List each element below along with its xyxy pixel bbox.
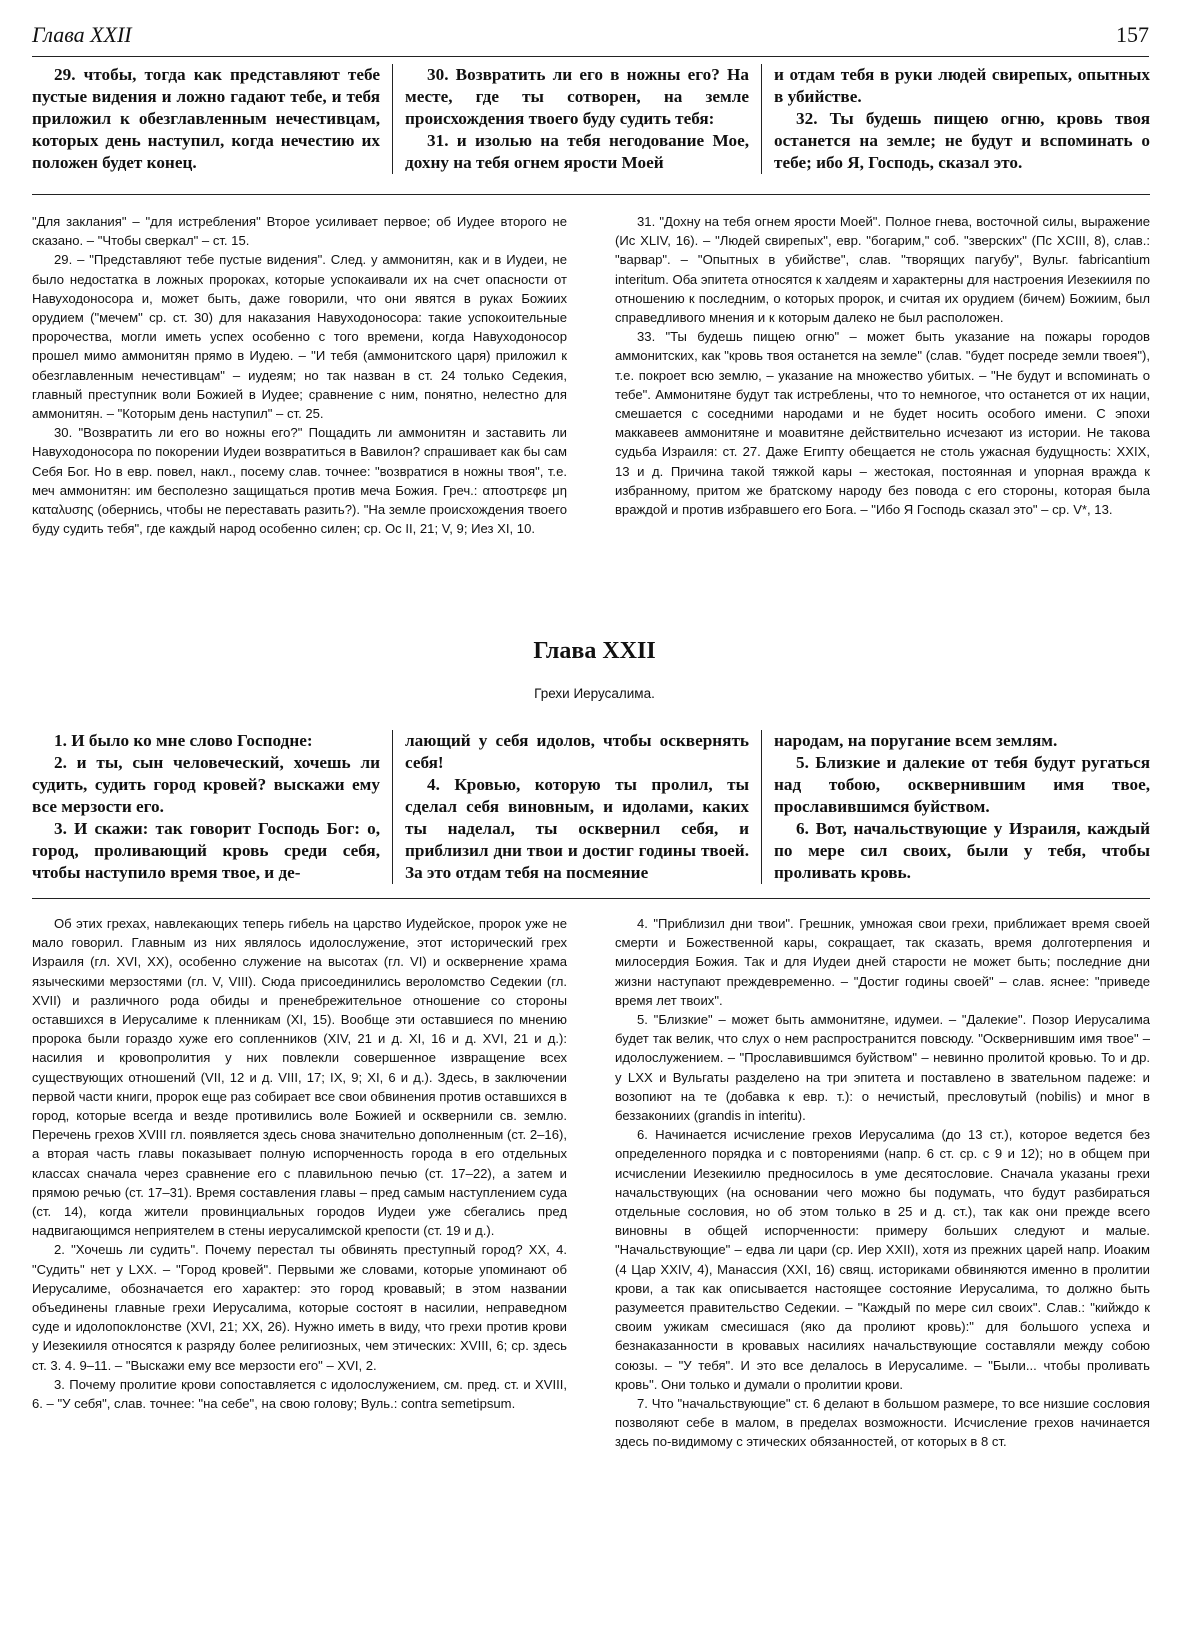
verse-column-2	[392, 64, 762, 174]
verse-31-continued: и отдам тебя в руки людей свирепых, опытных в убийстве.	[774, 65, 1150, 106]
page-number: 157	[1116, 22, 1149, 47]
verse-1: 1. И было ко мне слово Господне:	[54, 731, 313, 750]
verse-30: 30. Возвратить ли его в ножны его? На месте, где ты сотворен, на земле происхождения твоего буду судить тебя:	[405, 65, 749, 128]
running-chapter-label: Глава XXII	[32, 22, 132, 47]
verse-31: 31. и изолью на тебя негодование Мое, дохну на тебя огнем ярости Моей	[405, 131, 749, 172]
bottom-commentary	[32, 914, 1150, 1614]
verse-32: 32. Ты будешь пищею огню, кровь твоя останется на земле; не будут и вспоминать о тебе; ибо Я, Господь, сказал это.	[774, 109, 1150, 172]
verse-4-continued: народам, на поругание всем землям.	[774, 731, 1058, 750]
verse-5: 5. Близкие и далекие от тебя будут ругаться над тобою, осквернившим имя твое, прославившимся буйством.	[774, 753, 1150, 816]
commentary-column-left	[32, 212, 567, 622]
section-divider	[32, 194, 1150, 195]
commentary-paragraph: 6. Начинается исчисление грехов Иерусалима (до 13 ст.), которое ведется без определенного порядка и с повторениями (напр. 6 ст. ср. с 9 и 12); но в общем при исчислении Иезекиилю предносилось в уме десятословие. Сначала указаны грехи начальствующих (на основании чего можно бы подумать, что будут разбираться отдельные сословия, но об этом только в 25 и д. ст.), так как они прежде всего виновны в общей испорченности: примеру больших следуют и малые. "Начальствующие" – едва ли цари (ср. Иер XXII), хотя из прежних царей напр. Иоаким (4 Цар XXIV, 4), Манассия (XXI, 16) свящ. историками обвиняются именно в пролитии крови, а так как описывается настоящее состояние Иерусалима, то должно быть разумеется правительство Седекии. – "Каждый по мере сил своих". Слав.: "кийждо к своим ужикам смесишася (яко да пролиют кровь):" для большого успеха и безнаказанности в кровавых насилиях начальствующие составляли между собою союзы. – "У тебя". И это все делалось в Иерусалиме. – "Были... чтобы проливать кровь". Они только и думали о пролитии крови.	[615, 1127, 1150, 1392]
section-divider	[32, 898, 1150, 899]
verse-column-3	[762, 64, 1150, 174]
verse-3: 3. И скажи: так говорит Господь Бог: о, город, проливающий кровь среди себя, чтобы наступило время твое, и де-	[32, 819, 380, 882]
verse-column-1	[32, 730, 392, 884]
commentary-column-right	[615, 212, 1150, 622]
verse-6: 6. Вот, начальствующие у Израиля, каждый по мере сил своих, были у тебя, чтобы проливать кровь.	[774, 819, 1150, 882]
commentary-paragraph: "Для заклания" – "для истребления" Второе усиливает первое; об Иудее второго не сказано. – "Чтобы сверкал" – ст. 15.	[32, 214, 567, 249]
commentary-paragraph: 5. "Близкие" – может быть аммонитяне, идумеи. – "Далекие". Позор Иерусалима будет так велик, что слух о нем распространится повсюду. "Осквернившим имя твое" – идолослужением. – "Прославившимся буйством" – невинно пролитой кровью. То и др. у LXX и Вульгаты разделено на три эпитета и поставлено в звательном падеже: и возопиют на те (добавка к евр. т.): о нечистый, пресловутый (nobilis) и мног в беззакониих (grandis in interitu).	[615, 1012, 1150, 1124]
commentary-paragraph: 33. "Ты будешь пищею огню" – может быть указание на пожары городов аммонитских, как "кровь твоя останется на земле" (слав. "будет посреде земли твоея"), т.е. покроет всю землю, – указание на множество убитых. – "Не будут и вспоминать о тебе". Аммонитяне будут так истреблены, что то немногое, что останется от их нации, смешается с соседними народами и не будет носить особого имени. С эпохи маккавеев аммонитяне и моавитяне действительно исчезают из истории. Не такова судьба Израиля: ст. 27. Даже Египту обещается не столь ужасная будущность: XXIX, 13 и д. Причина такой тяжкой кары – жестокая, постоянная и упорная вражда к избранному, притом же братскому народу без повода с его стороны, которая была враждой и против избравшего его Бога. – "Ибо Я Господь сказал это" – ср. V*, 13.	[615, 329, 1150, 518]
top-commentary	[32, 212, 1150, 622]
verse-column-3	[762, 730, 1150, 884]
commentary-paragraph: 2. "Хочешь ли судить". Почему перестал ты обвинять преступный город? XX, 4. "Судить" нет у LXX. – "Город кровей". Первыми же словами, которые упоминают об Иерусалиме, обозначается его характер: это город кровавый; в этом названии объединены главные грехи Иерусалима, которые состоят в насилии, неправедном суде и идолопоклонстве (XVI, 21; XX, 26). Нужно иметь в виду, что грехи против крови у Иезекииля относятся к разряду более религиозных, чем этических: XVIII, 6; ср. здесь ст. 3. 4. 9–11. – "Выскажи ему все мерзости его" – XVI, 2.	[32, 1242, 567, 1373]
commentary-paragraph: 30. "Возвратить ли его во ножны его?" Пощадить ли аммонитян и заставить ли Навуходоносора по покорении Иудеи возвратиться в Вавилон? спрашивает как бы сам Себя Бог. Но в евр. повел, накл., посему слав. точнее: "возвратися в ножны твоя", т.е. меч аммонитян: им бесполезно защищаться против меча Божия. Греч.: αποστρεφε μη καταλυσης (обернись, чтобы не переставать разить?). "На земле происхождения твоего буду судить тебя", где каждый народ особенно силен; ср. Ос II, 21; V, 9; Иез XI, 10.	[32, 425, 567, 537]
verse-29: 29. чтобы, тогда как представляют тебе пустые видения и ложно гадают тебе, и тебя приложил к обезглавленным нечестивцам, которых день наступил, когда нечестию их положен будет конец.	[32, 65, 380, 172]
running-header	[32, 22, 1149, 57]
top-verse-block	[32, 64, 1150, 174]
commentary-paragraph: 29. – "Представляют тебе пустые видения". След. у аммонитян, как и в Иудеи, не было недостатка в ложных пророках, которые успокаивали их на счет опасности от Навуходоносора и, может быть, даже говорили, что они явятся в руках Божиих орудием ("мечем" ср. ст. 30) для наказания Навуходоносора: такие успокоительные пророчества, могли иметь успех особенно с того времени, когда Навуходоносор прошел мимо аммонитян прямо в Иудею. – "И тебя (аммонитского царя) приложил к обезглавленным нечестивцам" – иудеям; но так назван в ст. 24 только Седекия, главный преступник воли Божией в Иудее; сравнение с ним, понятно, нелестно для аммонитян. – "Которым день наступил" – ст. 25.	[32, 252, 567, 422]
commentary-paragraph: 31. "Дохну на тебя огнем ярости Моей". Полное гнева, восточной силы, выражение (Ис XLIV, 16). – "Людей свирепых", евр. "богарим," соб. "зверских" (Пс XCIII, 8), слав.: "варвар". – "Опытных в убийстве", слав. "творящих пагубу", Вульг. fabricantium interitum. Оба эпитета относятся к халдеям и характерны для настроения Иезекииля по отношению к последним, о которых пророк, и считая их орудием (бичем) Божиим, был справедливого мнения и к которым далеко не был расположен.	[615, 214, 1150, 326]
commentary-paragraph: 4. "Приблизил дни твои". Грешник, умножая свои грехи, приближает время своей смерти и Божественной кары, сокращает, так сказать, время долготерпения и милосердия Божия. Так и для Иудеи дней старости не может быть; последние дни жизни наступают преждевременно. – "Достиг годины своей" – слав. яснее: "приведе время лет твоих".	[615, 916, 1150, 1008]
verse-2: 2. и ты, сын человеческий, хочешь ли судить, судить город кровей? выскажи ему все мерзости его.	[32, 753, 380, 816]
commentary-paragraph: 7. Что "начальствующие" ст. 6 делают в большом размере, то все низшие сословия позволяют себе в малом, в пределах возможности. Исчисление грехов начинается здесь по-видимому с этических обязанностей, от которых в 8 ст.	[615, 1396, 1150, 1450]
chapter-title: Глава XXII	[533, 638, 656, 664]
commentary-column-right	[615, 914, 1150, 1614]
chapter-subtitle: Грехи Иерусалима.	[534, 686, 655, 701]
commentary-paragraph: 3. Почему пролитие крови сопоставляется с идолослужением, см. пред. ст. и XVIII, 6. – "У себя", слав. точнее: "на себе", на свою голову; Вуль.: contra semetipsum.	[32, 1376, 567, 1412]
verse-3-continued: лающий у себя идолов, чтобы осквернять себя!	[405, 731, 749, 772]
verse-column-2	[392, 730, 762, 884]
commentary-paragraph: Об этих грехах, навлекающих теперь гибель на царство Иудейское, пророк уже не мало говорил. Главным из них являлось идолослужение, этот исторический грех Израиля (гл. XVI, XX), особенно служение на высотах (гл. VI) и осквернение храма языческими мерзостями (гл. V, VIII). Сюда присоединились вероломство Седекии (гл. XVII) и различного рода обиды и пренебрежительное отношение со стороны оставшихся в Иерусалиме к пленникам (XI, 15). Вообще эти оставшиеся по мнению пророка были гораздо хуже его сопленников (XIV, 21 и д. XI, 16 и д. XVI, 21 и д.): насилия и кровопролития у них повлекли совершенное извращение всех существующих отношений (VII, 12 и д. VIII, 17; IX, 9; XI, 6 и д.). Здесь, в заключении первой части книги, пророк еще раз собирает все свои обвинения против оставшихся в город, которые всегда и везде противились воле Божией и осквернили св. землю. Перечень грехов XVIII гл. появляется здесь снова значительно дополненным (ст. 2–16), а вторая часть главы показывает полную испорченность города в его отдельных классах сначала через сравнение его с плавильною печью (ст. 17–22), а затем и прямою речью (ст. 17–31). Время составления главы – пред самым наступлением суда (ст. 14), когда жители провинциальных городов Иудеи уже сбегались пред надвигающимся неприятелем в стены иерусалимской крепости (ст. 19 и д.).	[32, 916, 567, 1239]
verse-4: 4. Кровью, которую ты пролил, ты сделал себя виновным, и идолами, каких ты наделал, ты осквернил себя, и приблизил дни твои и достиг годины твоей. За это отдам тебя на посмеяние	[405, 775, 749, 882]
verse-column-1	[32, 64, 392, 174]
commentary-column-left	[32, 914, 567, 1614]
chapter-verse-block	[32, 730, 1150, 884]
